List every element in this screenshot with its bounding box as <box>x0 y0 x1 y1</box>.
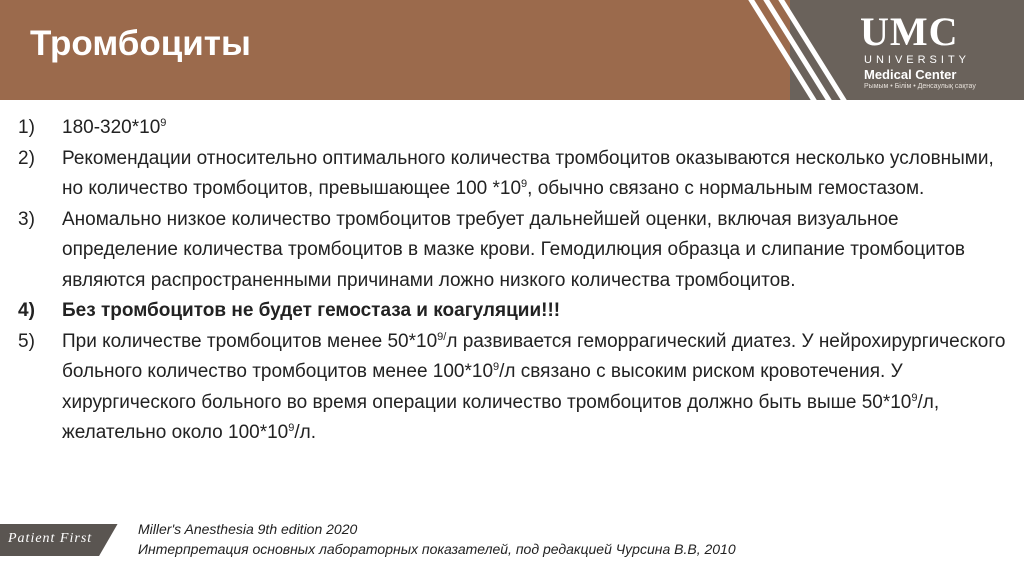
list-item-emphasis <box>18 296 1008 327</box>
list-number: 2) <box>18 147 35 169</box>
slide-title: Тромбоциты <box>30 24 251 63</box>
list-text: Аномально низкое количество тромбоцитов требует дальнейшей оценки, включая визуальное определение количества тромбоцитов в мазке крови. Гемодилюция образца и слипание тромбоцитов являются распространенными причинами ложно низкого количества тромбоцитов. <box>62 208 965 291</box>
list-item <box>18 113 1008 144</box>
reference-1: Miller's Anesthesia 9th edition 2020 <box>138 521 358 537</box>
patient-first-badge <box>0 524 120 556</box>
list-number: 1) <box>18 117 35 138</box>
logo-medical-center-text: Medical Center <box>864 67 957 82</box>
logo-umc-text: UMC <box>860 9 959 54</box>
list-item <box>18 327 1008 449</box>
umc-logo <box>860 10 990 90</box>
list-text: Рекомендации относительно оптимального количества тромбоцитов оказываются несколько условными, но количество тромбоцитов, превышающее 100 $*10^9$, обычно связано с нормальным гемостазом. <box>62 147 994 199</box>
content-list <box>18 113 1008 449</box>
logo-tagline: Рымым • Білім • Денсаулық сақтау <box>864 83 976 90</box>
list-item <box>18 205 1008 297</box>
list-number: 3) <box>18 208 35 230</box>
list-number: 5) <box>18 330 35 352</box>
list-text: При количестве тромбоцитов менее $50*10^{9/}л$ развивается геморрагический диатез. У нейрохирургического больного количество тромбоцитов менее $100*10^9/л$ связано с высоким риском кровотечения. У хирургического больного во время операции количество тромбоцитов должно быть выше $50*10^9/л$, желательно около $100*10^9/л$. <box>62 330 1006 443</box>
logo-university-text: UNIVERSITY <box>864 54 971 66</box>
references <box>138 519 736 559</box>
reference-2: Интерпретация основных лабораторных показателей, под редакцией Чурсина В.В, 2010 <box>138 541 736 557</box>
list-item <box>18 144 1008 205</box>
list-text: $180-320*10^9$ <box>62 117 167 138</box>
slide-header <box>0 0 1024 100</box>
badge-text: Patient First <box>8 531 93 546</box>
list-text: Без тромбоцитов не будет гемостаза и коагуляции!!! <box>62 300 561 321</box>
list-number: 4) <box>18 300 35 321</box>
